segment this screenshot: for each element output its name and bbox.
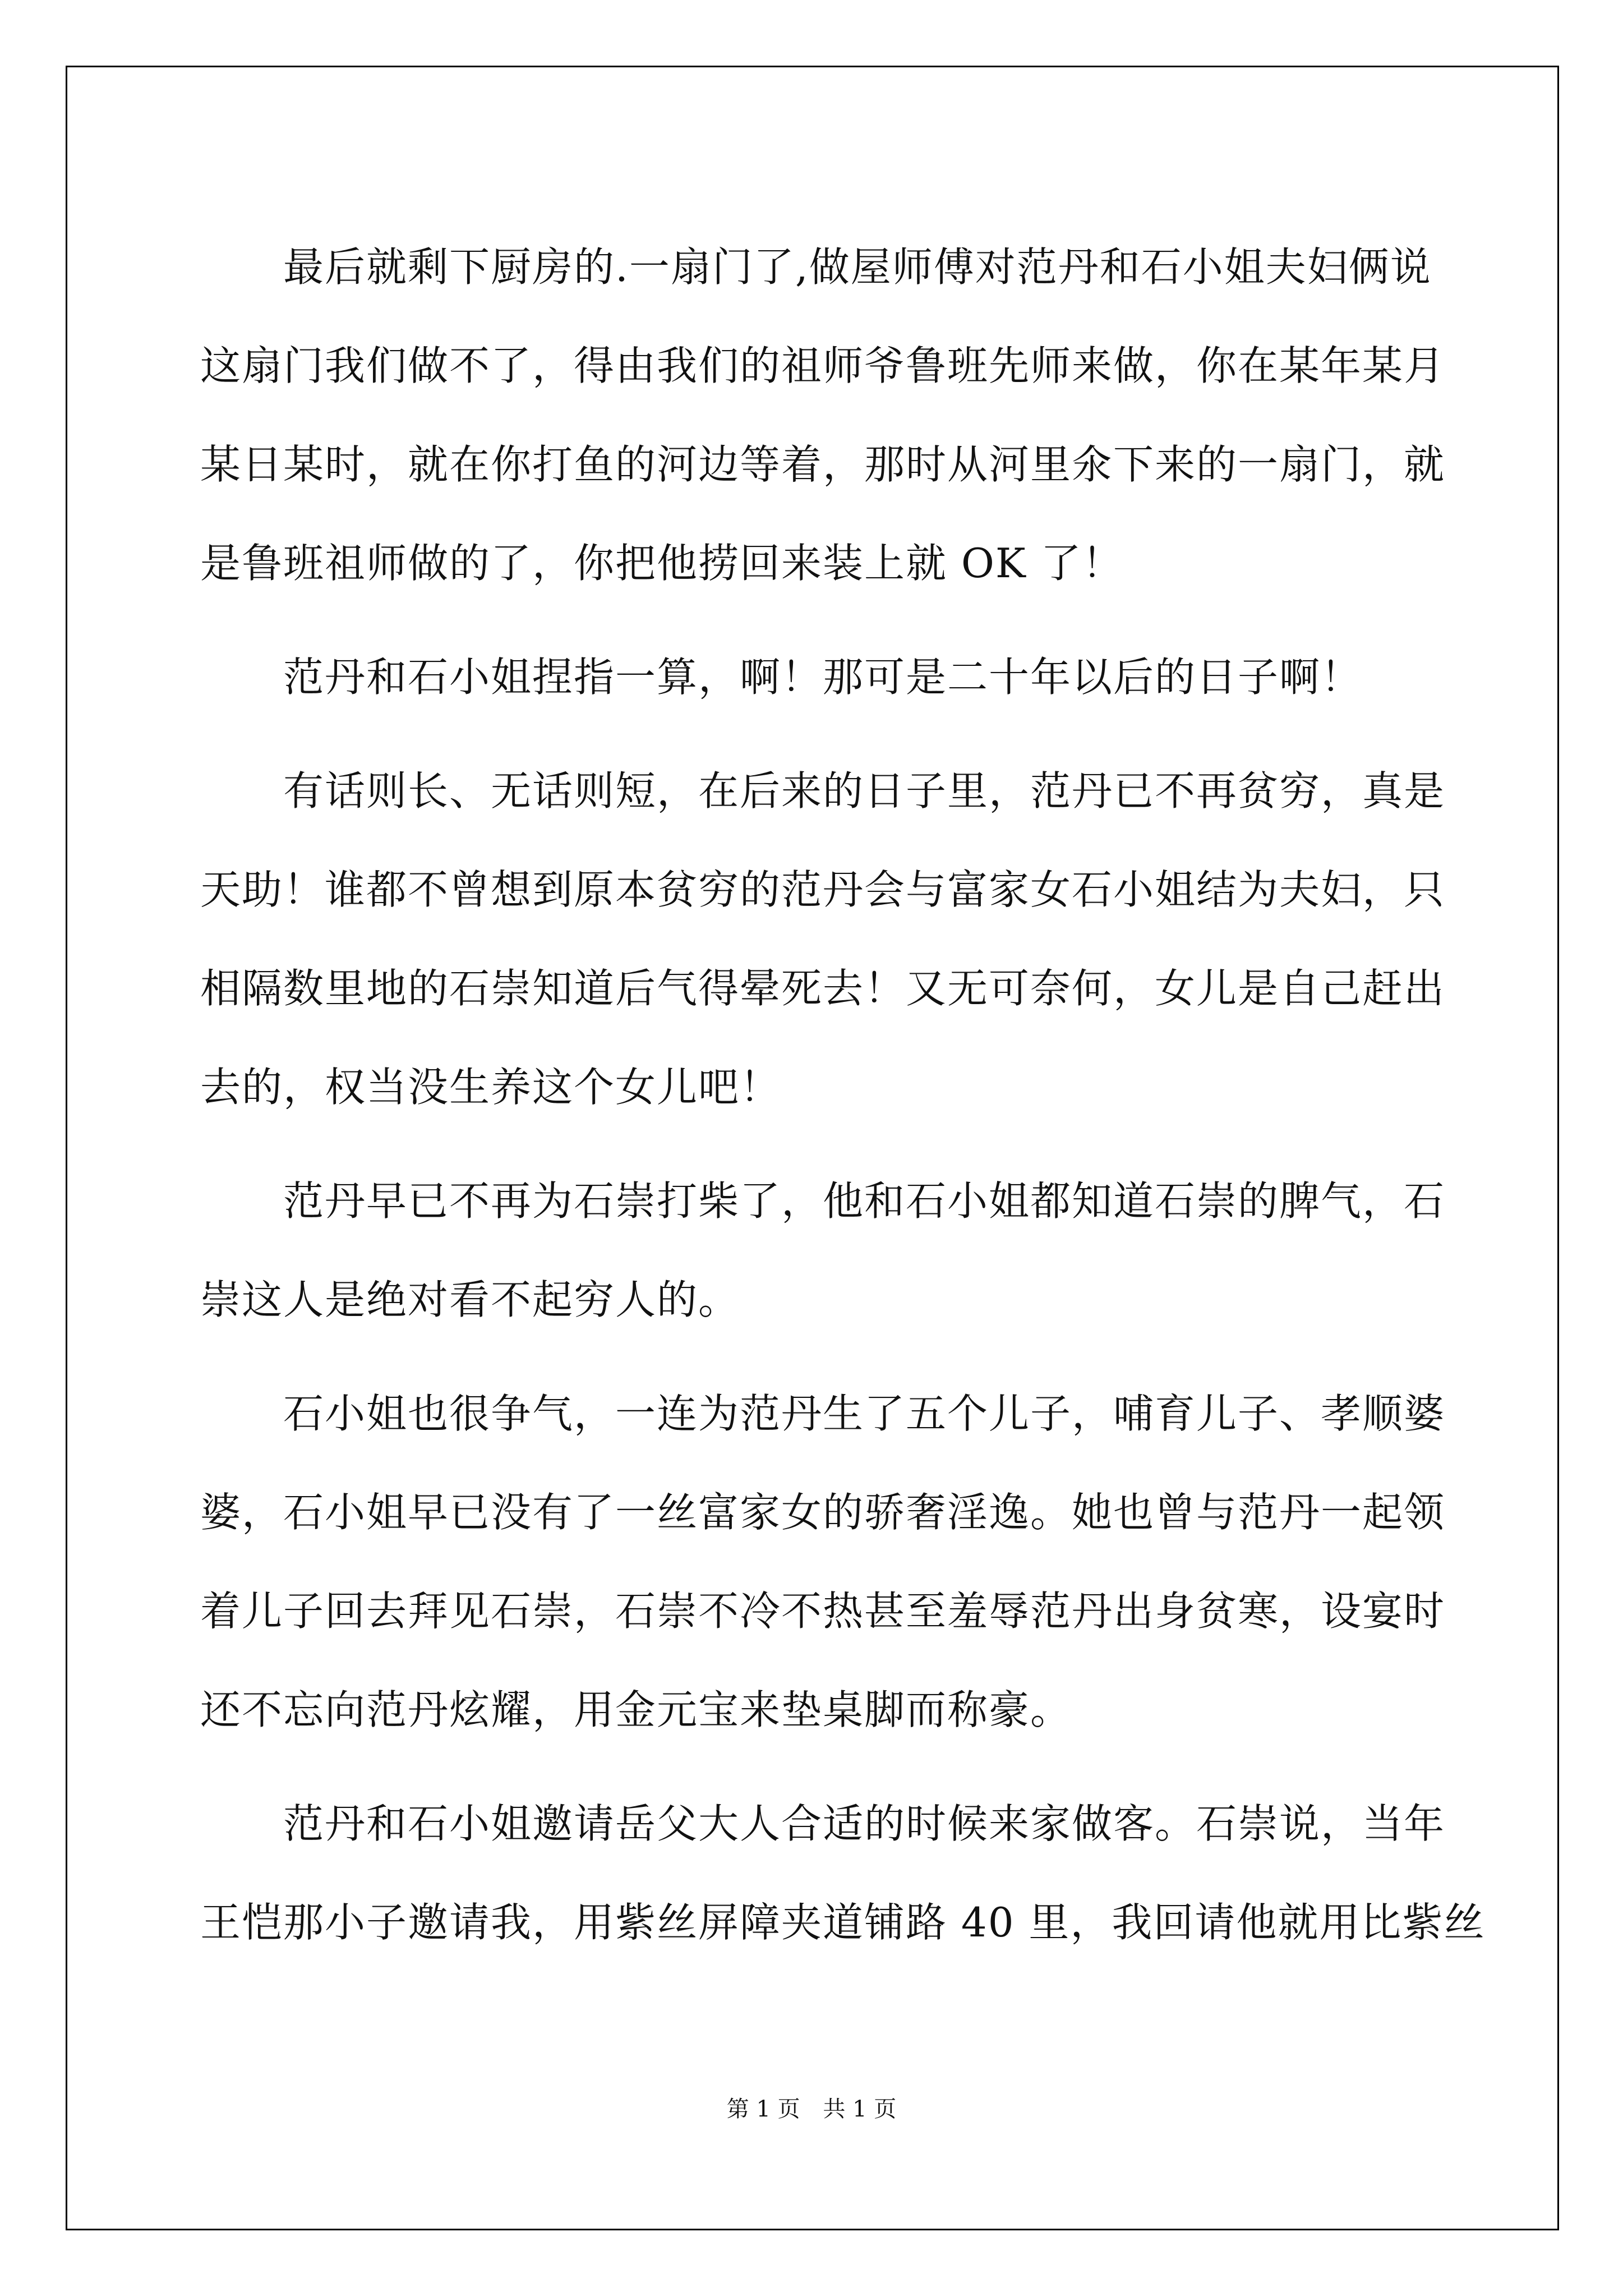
text-line: 有话则长、无话则短，在后来的日子里，范丹已不再贫穷，真是 [283, 767, 1446, 815]
page-total: 共 1 页 [823, 2096, 897, 2122]
document-body [200, 218, 1486, 1987]
text-line: 石小姐也很争气，一连为范丹生了五个儿子，哺育儿子、孝顺婆 [283, 1390, 1446, 1437]
text-line: 王恺那小子邀请我，用紫丝屏障夹道铺路 40 里，我回请他就用比紫丝 [200, 1899, 1486, 1946]
page-number: 第 1 页 [726, 2096, 800, 2122]
text-line: 是鲁班祖师做的了，你把他捞回来装上就 OK 了！ [200, 540, 1124, 587]
paragraph [200, 218, 1446, 613]
text-line: 范丹和石小姐捏指一算，啊！那可是二十年以后的日子啊！ [283, 654, 1363, 701]
paragraph [200, 1774, 1486, 1972]
paragraph [200, 1152, 1446, 1349]
paragraph [200, 742, 1446, 1137]
text-line: 去的，权当没生养这个女儿吧！ [200, 1064, 782, 1111]
paragraph [200, 1364, 1446, 1759]
text-line: 崇这人是绝对看不起穷人的。 [200, 1276, 740, 1323]
text-line: 最后就剩下厨房的.一扇门了,做屋师傅对范丹和石小姐夫妇俩说 [283, 243, 1432, 291]
text-line: 范丹和石小姐邀请岳父大人合适的时候来家做客。石崇说，当年 [283, 1800, 1446, 1847]
text-line: 某日某时，就在你打鱼的河边等着，那时从河里氽下来的一扇门，就 [200, 441, 1446, 488]
text-line: 天助！谁都不曾想到原本贫穷的范丹会与富家女石小姐结为夫妇，只 [200, 866, 1446, 913]
text-line: 相隔数里地的石崇知道后气得晕死去！又无可奈何，女儿是自己赶出 [200, 965, 1446, 1012]
text-line: 还不忘向范丹炫耀，用金元宝来垫桌脚而称豪。 [200, 1686, 1072, 1733]
text-line: 着儿子回去拜见石崇，石崇不冷不热甚至羞辱范丹出身贫寒，设宴时 [200, 1588, 1446, 1635]
text-line: 这扇门我们做不了，得由我们的祖师爷鲁班先师来做，你在某年某月 [200, 342, 1446, 389]
page-footer [0, 2091, 1623, 2123]
text-line: 婆，石小姐早已没有了一丝富家女的骄奢淫逸。她也曾与范丹一起领 [200, 1489, 1446, 1536]
text-line: 范丹早已不再为石崇打柴了，他和石小姐都知道石崇的脾气，石 [283, 1177, 1446, 1225]
paragraph [200, 628, 1428, 726]
